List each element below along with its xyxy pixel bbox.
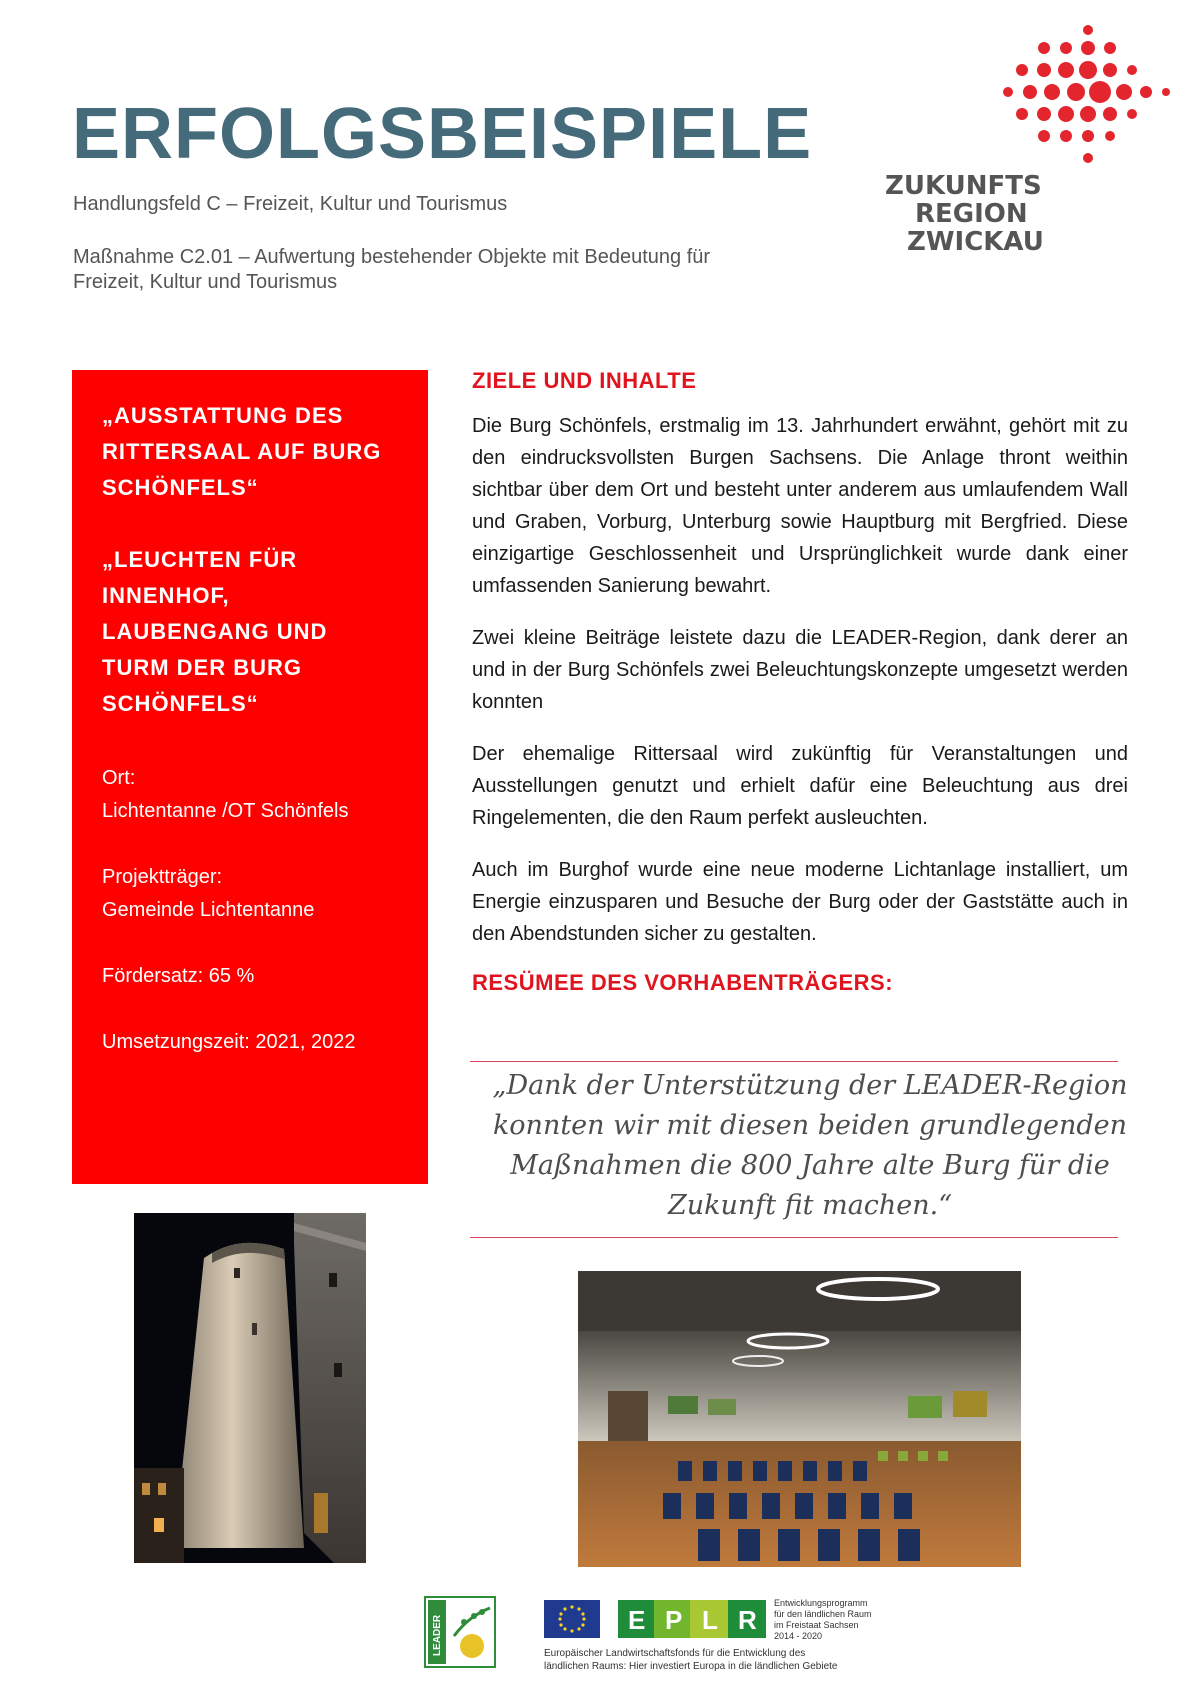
heading-ziele: ZIELE UND INHALTE: [472, 368, 697, 393]
heading-resuemee: RESÜMEE DES VORHABENTRÄGERS:: [472, 970, 894, 995]
svg-text:E: E: [628, 1605, 646, 1635]
quote: „Dank der Unterstützung der LEADER-Region konnten wir mit diesen beiden grundlegenden Maßnahmen die 800 Jahre alte Burg für die Zukunft fit machen.“: [492, 1070, 1128, 1221]
svg-text:LEADER: LEADER: [432, 1614, 443, 1656]
subtitle-massnahme: Maßnahme C2.01 – Aufwertung bestehender Objekte mit Bedeutung für Freizeit, Kultur und Tourismus: [73, 246, 711, 293]
foerdersatz-info: Fördersatz: 65 %: [102, 965, 255, 987]
project-title-2: „LEUCHTEN FÜR INNENHOF, LAUBENGANG UND TURM DER BURG SCHÖNFELS“: [102, 547, 328, 716]
eu-flag-icon: [544, 1600, 600, 1638]
project-title-1: „AUSSTATTUNG DES RITTERSAAL AUF BURG SCHÖNFELS“: [102, 403, 382, 500]
subtitle-handlungsfeld: Handlungsfeld C – Freizeit, Kultur und Tourismus: [73, 193, 508, 215]
paragraph-2: Zwei kleine Beiträge leistete dazu die LEADER-Region, dank derer an und in der Burg Schönfels zwei Beleuchtungskonzepte umgesetzt werden konnten: [472, 627, 1128, 713]
main-content: [472, 368, 1128, 996]
ort-info: Ort: Lichtentanne /OT Schönfels: [102, 767, 349, 822]
rittersaal-photo: [578, 1271, 1021, 1567]
svg-text:P: P: [665, 1605, 683, 1635]
zukunftsregion-logo-text: ZUKUNFTS REGION ZWICKAU: [885, 171, 1044, 257]
zukunftsregion-logo-dots: [1000, 22, 1180, 182]
page-title: ERFOLGSBEISPIELE: [72, 94, 813, 174]
quote-rule-bottom: [470, 1237, 1118, 1238]
paragraph-3: Der ehemalige Rittersaal wird zukünftig für Veranstaltungen und Ausstellungen genutzt und erhielt dafür eine Beleuchtung aus drei Ringelementen, die den Raum perfekt ausleuchten.: [472, 743, 1128, 829]
svg-text:R: R: [738, 1605, 757, 1635]
projekttraeger-info: Projektträger: Gemeinde Lichtentanne: [102, 866, 315, 921]
svg-text:L: L: [702, 1605, 718, 1635]
paragraph-1: Die Burg Schönfels, erstmalig im 13. Jahrhundert erwähnt, gehört mit zu den eindrucksvollsten Burgen Sachsens. Die Anlage thront weithin sichtbar über dem Ort und besteht unter anderem aus umlaufendem Wall und Graben, Vorburg, Unterburg sowie Hauptburg mit Bergfried. Diese einzigartige Geschlossenheit und Ursprünglichkeit wurde dank einer umfassenden Sanierung bewahrt.: [472, 415, 1128, 597]
leader-logo: [424, 1596, 496, 1668]
eplr-description: Entwicklungsprogramm für den ländlichen Raum im Freistaat Sachsen 2014 - 2020: [774, 1598, 872, 1641]
eplr-logo: [618, 1600, 766, 1638]
quote-rule-top: [470, 1061, 1118, 1062]
eu-fund-text: Europäischer Landwirtschaftsfonds für die Entwicklung des ländlichen Raums: Hier investiert Europa in die ländlichen Gebiete: [544, 1648, 838, 1672]
tower-photo: [134, 1213, 366, 1563]
paragraph-4: Auch im Burghof wurde eine neue moderne Lichtanlage installiert, um Energie einzusparen und Besuche der Burg oder der Gaststätte auch in den Abendstunden sicher zu gestalten.: [472, 859, 1128, 945]
umsetzungszeit-info: Umsetzungszeit: 2021, 2022: [102, 1031, 356, 1053]
project-info-panel: [72, 370, 428, 1184]
